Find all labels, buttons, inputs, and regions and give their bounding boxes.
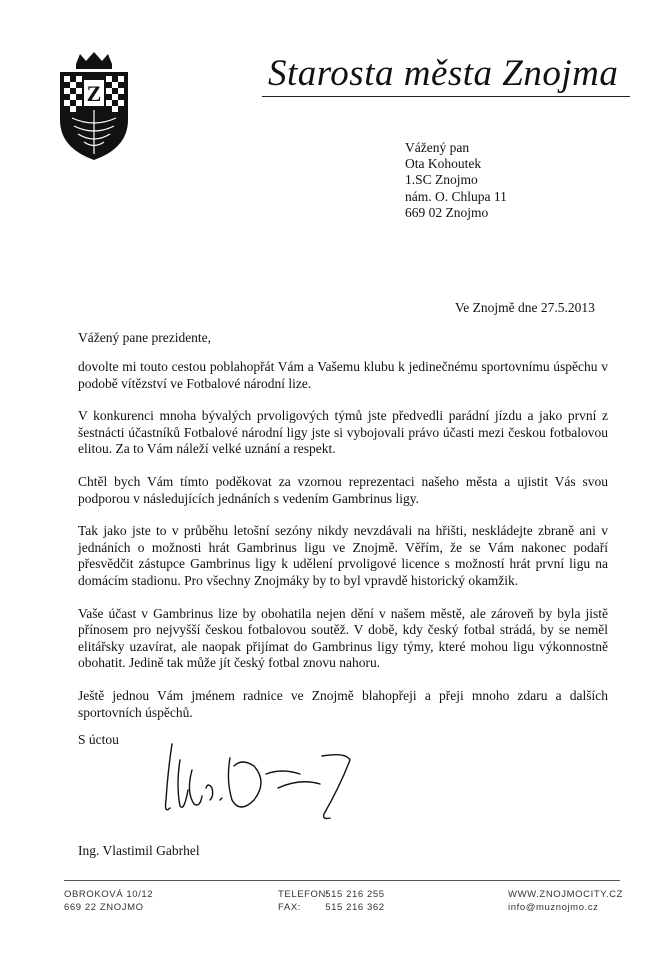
footer-address-line: OBROKOVÁ 10/12 — [64, 889, 154, 900]
closing: S úctou — [78, 732, 119, 747]
footer-divider — [64, 880, 620, 881]
recipient-address — [405, 140, 507, 221]
body-paragraph: Tak jako jste to v průběhu letošní sezóny nikdy nevzdávali na hřišti, neskládejte zbraně ani v jednáních o možnosti hrát Gambrinus ligu ve Znojmě. Věřím, že se Vám nakonec podaří přesvědčit zástupce Gambrinus ligy k udělení prvoligové licence s možností hrát první ligu na domácím stadionu. Pro všechny Znojmáky by to byl vpravdě historický okamžik. — [78, 523, 608, 588]
salutation: Vážený pane prezidente, — [78, 330, 212, 345]
footer-web — [508, 888, 623, 914]
recipient-line: Ota Kohoutek — [405, 156, 482, 172]
phone-label: TELEFON: — [278, 889, 330, 900]
email-link[interactable]: info@muznojmo.cz — [508, 902, 599, 913]
recipient-line: Vážený pan — [405, 140, 470, 155]
body-paragraph: V konkurenci mnoha bývalých prvoligových týmů jste předvedli parádní jízdu a jako první z šestnácti účastníků Fotbalové národní ligy jste si vybojovali právo účasti mezi českou fotbalovou elitou. Za to Vám náleží velké uznání a respekt. — [78, 408, 608, 457]
letterhead-divider — [262, 96, 630, 97]
footer-address — [64, 888, 153, 914]
fax-number: 515 216 362 — [325, 902, 385, 913]
body-paragraph: Chtěl bych Vám tímto poděkovat za vzornou reprezentaci našeho města a ujistit Vás svou podporou v následujících jednáních s vedením Gambrinus ligy. — [78, 473, 608, 506]
letterhead-title: Starosta města Znojma — [268, 53, 619, 94]
recipient-line: nám. O. Chlupa 11 — [405, 188, 507, 204]
letter-body — [78, 359, 608, 737]
fax-label: FAX: — [278, 902, 301, 913]
handwritten-signature — [150, 730, 370, 822]
svg-text:Z: Z — [86, 81, 102, 106]
phone-number: 515 216 255 — [325, 889, 385, 900]
body-paragraph: dovolte mi touto cestou poblahopřát Vám a Vašemu klubu k jedinečnému sportovnímu úspěchu v podobě vítězství ve Fotbalové národní lize. — [78, 359, 608, 391]
signer-name: Ing. Vlastimil Gabrhel — [78, 843, 200, 858]
date-line: Ve Znojmě dne 27.5.2013 — [455, 300, 595, 315]
city-coat-of-arms-icon — [58, 50, 130, 162]
body-paragraph: Vaše účast v Gambrinus lize by obohatila nejen dění v našem městě, ale zároveň by byla jistě přínosem pro nejvyšší českou fotbalovou soutěž. V době, kdy český fotbal strádá, by se neměl elitářsky uzavírat, ale naopak přijímat do Gambrinus ligy týmy, které mohou ligu výkonnostně obohatit. Jedině tak může jít český fotbal znovu nahoru. — [78, 605, 608, 671]
footer-address-line: 669 22 ZNOJMO — [64, 902, 144, 913]
recipient-line: 1.SC Znojmo — [405, 172, 478, 188]
recipient-line: 669 02 Znojmo — [405, 204, 489, 220]
website-link[interactable]: WWW.ZNOJMOCITY.CZ — [508, 889, 624, 900]
footer-contact — [278, 888, 385, 914]
body-paragraph: Ještě jednou Vám jménem radnice ve Znojmě blahopřeji a přeji mnoho zdaru a dalších sportovních úspěchů. — [78, 687, 608, 720]
